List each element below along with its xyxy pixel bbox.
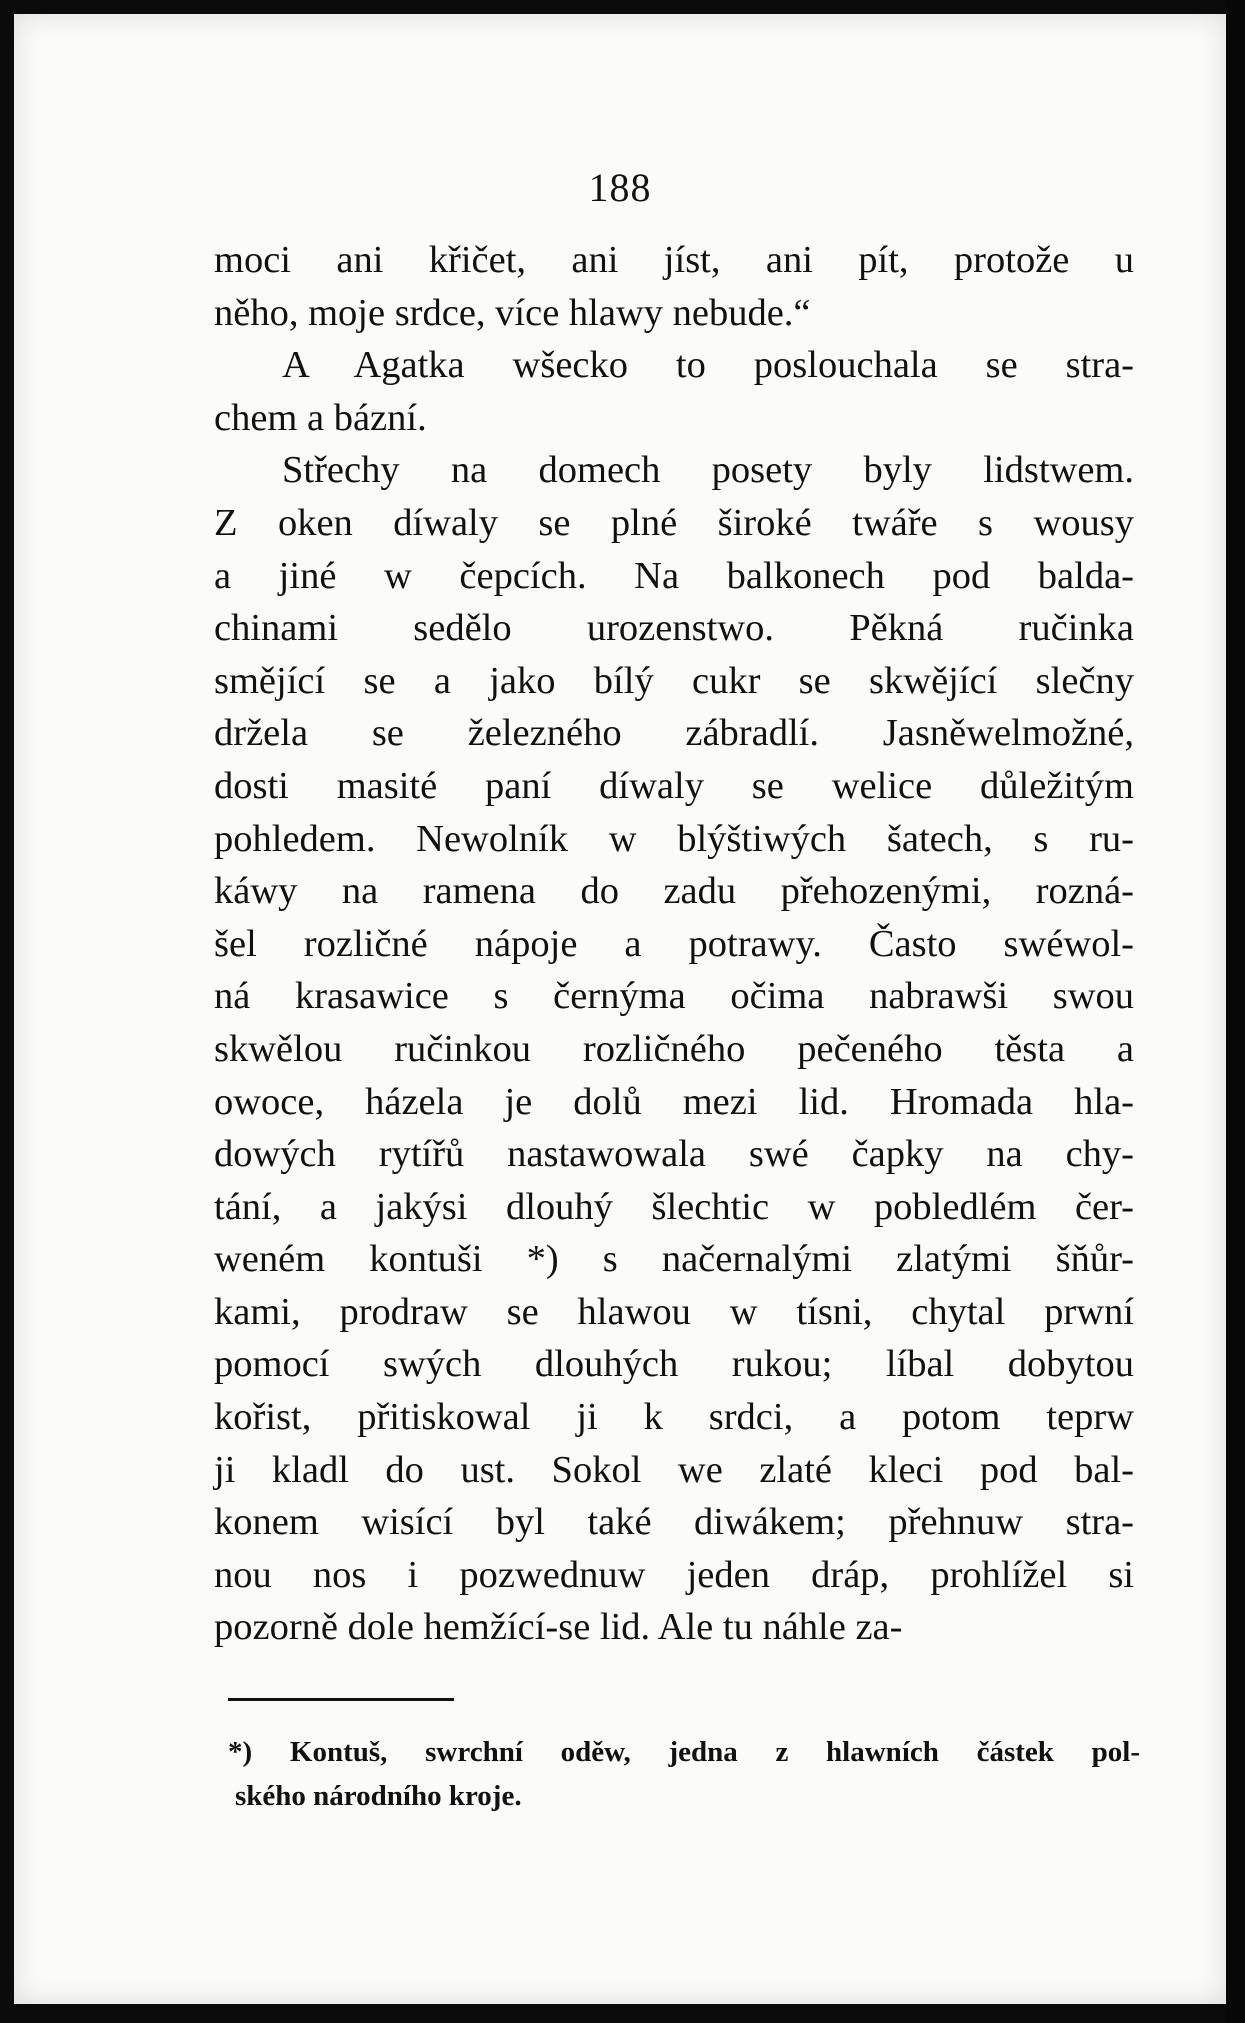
body-line: smějící se a jako bílý cukr se skwějící slečny [214,659,1134,702]
body-line: tání, a jakýsi dlouhý šlechtic w pobledlém čer- [214,1185,1134,1228]
body-line: ji kladl do ust. Sokol we zlaté kleci pod bal- [214,1448,1134,1491]
scan-edge [1226,0,1245,2023]
body-line: pozorně dole hemžící-se lid. Ale tu náhle za- [214,1606,903,1649]
body-line: moci ani křičet, ani jíst, ani pít, protože u [214,239,1134,281]
body-line: šel rozličné nápoje a potrawy. Často swéwol- [214,922,1134,965]
body-line: chinami sedělo urozenstwo. Pěkná ručinka [214,607,1134,650]
body-line: weném kontuši *) s načernalými zlatými šňůr- [214,1238,1134,1281]
body-line: káwy na ramena do zadu přehozenými, rozná- [214,870,1134,913]
body-line: konem wisící byl také diwákem; přehnuw stra- [214,1501,1134,1544]
body-line: owoce, házela je dolů mezi lid. Hromada hla- [214,1080,1134,1123]
body-line: Z oken díwaly se plné široké twáře s wousy [214,501,1134,544]
body-line: nou nos i pozwednuw jeden dráp, prohlížel si [214,1553,1134,1596]
body-line: pohledem. Newolník w blýštiwých šatech, s ru- [214,817,1134,860]
body-line: něho, moje srdce, více hlawy nebude.“ [214,291,811,334]
body-line: Střechy na domech posety byly lidstwem. [282,449,1134,492]
body-text [214,234,1134,1654]
footnote [228,1730,1140,1818]
footnote-divider [228,1698,454,1701]
body-line: a jiné w čepcích. Na balkonech pod balda- [214,554,1134,597]
body-line: kami, prodraw se hlawou w tísni, chytal prwní [214,1290,1134,1333]
body-line: skwělou ručinkou rozličného pečeného těsta a [214,1027,1134,1070]
footnote-line: *) Kontuš, swrchní oděw, jedna z hlawních částek pol- [228,1736,1140,1768]
body-line: držela se železného zábradlí. Jasněwelmožné, [214,712,1134,755]
body-line: kořist, přitiskowal ji k srdci, a potom teprw [214,1396,1134,1439]
body-line: pomocí swých dlouhých rukou; líbal dobytou [214,1343,1134,1386]
page-number: 188 [588,165,652,210]
footnote-line: ského národního kroje. [235,1780,522,1812]
body-line: dowých rytířů nastawowala swé čapky na chy- [214,1133,1134,1176]
body-line: chem a bázní. [214,396,427,439]
body-line: dosti masité paní díwaly se welice důležitým [214,764,1134,807]
body-line: ná krasawice s černýma očima nabrawši swou [214,975,1134,1018]
body-line: A Agatka wšecko to poslouchala se stra- [282,344,1134,387]
book-page [14,14,1226,2004]
